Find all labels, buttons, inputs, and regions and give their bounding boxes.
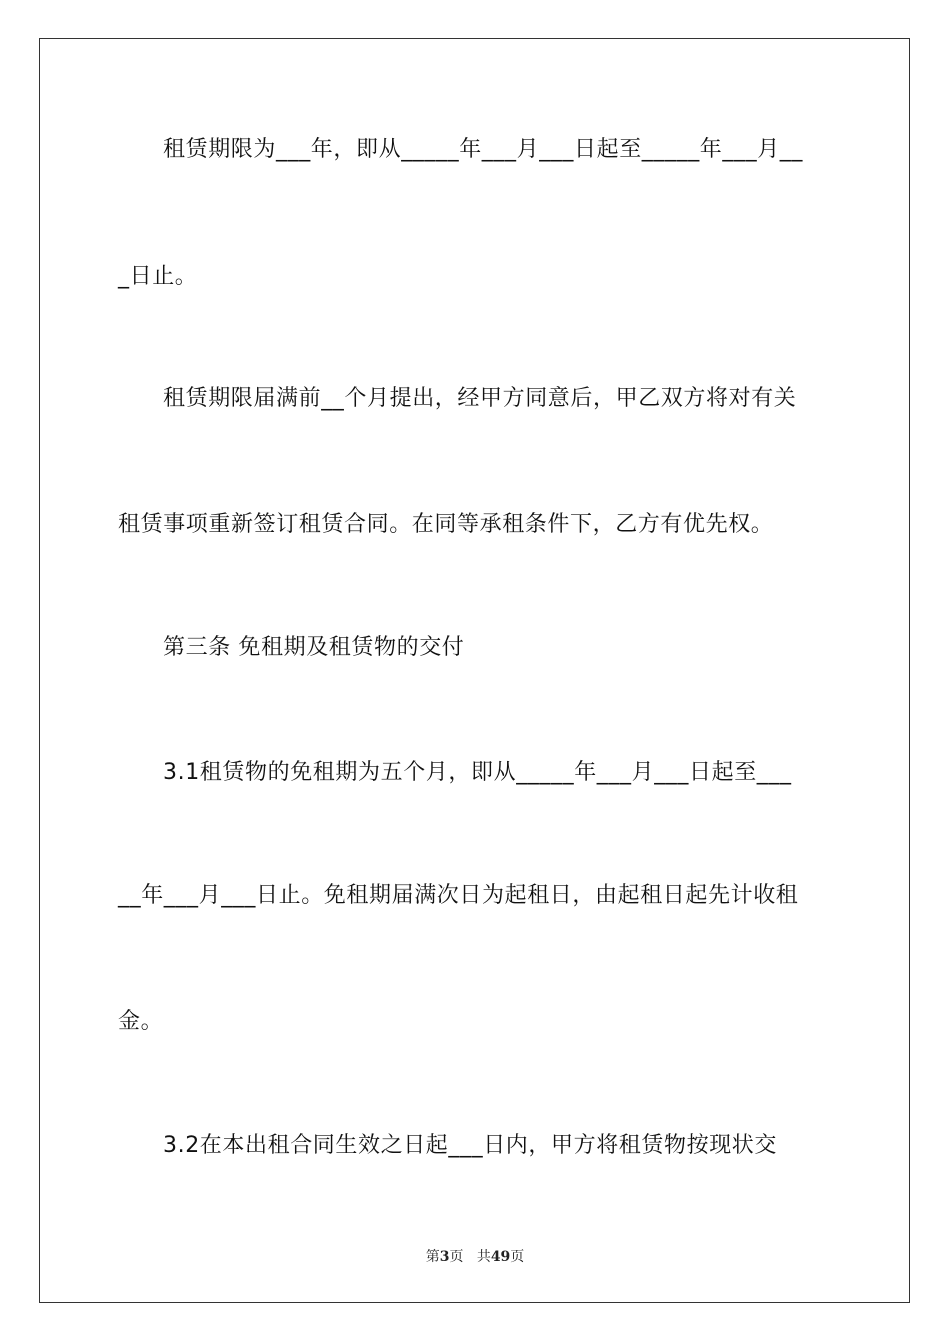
section-heading: 第三条 免租期及租赁物的交付	[163, 635, 465, 660]
paragraph-line-4: 租赁事项重新签订租赁合同。在同等承租条件下，乙方有优先权。	[118, 512, 774, 537]
footer-page-number: 3	[439, 1249, 450, 1265]
paragraph-line-2: _日止。	[118, 264, 198, 289]
paragraph-line-8: 金。	[118, 1009, 164, 1034]
footer-total-suffix: 页	[510, 1249, 525, 1265]
page-frame	[39, 38, 910, 1303]
page-footer	[0, 1246, 950, 1266]
footer-page-prefix: 第	[425, 1249, 440, 1265]
footer-total-pages: 49	[490, 1249, 511, 1265]
footer-total-prefix: 共	[476, 1249, 491, 1265]
paragraph-line-9: 3.2在本出租合同生效之日起___日内，甲方将租赁物按现状交	[163, 1133, 777, 1158]
paragraph-line-7: __年___月___日止。免租期届满次日为起租日，由起租日起先计收租	[118, 883, 799, 908]
paragraph-line-1: 租赁期限为___年，即从_____年___月___日起至_____年___月__	[163, 137, 804, 162]
paragraph-line-3: 租赁期限届满前__个月提出，经甲方同意后，甲乙双方将对有关	[163, 386, 797, 411]
footer-page-suffix: 页	[449, 1249, 464, 1265]
paragraph-line-6: 3.1租赁物的免租期为五个月，即从_____年___月___日起至___	[163, 760, 792, 785]
